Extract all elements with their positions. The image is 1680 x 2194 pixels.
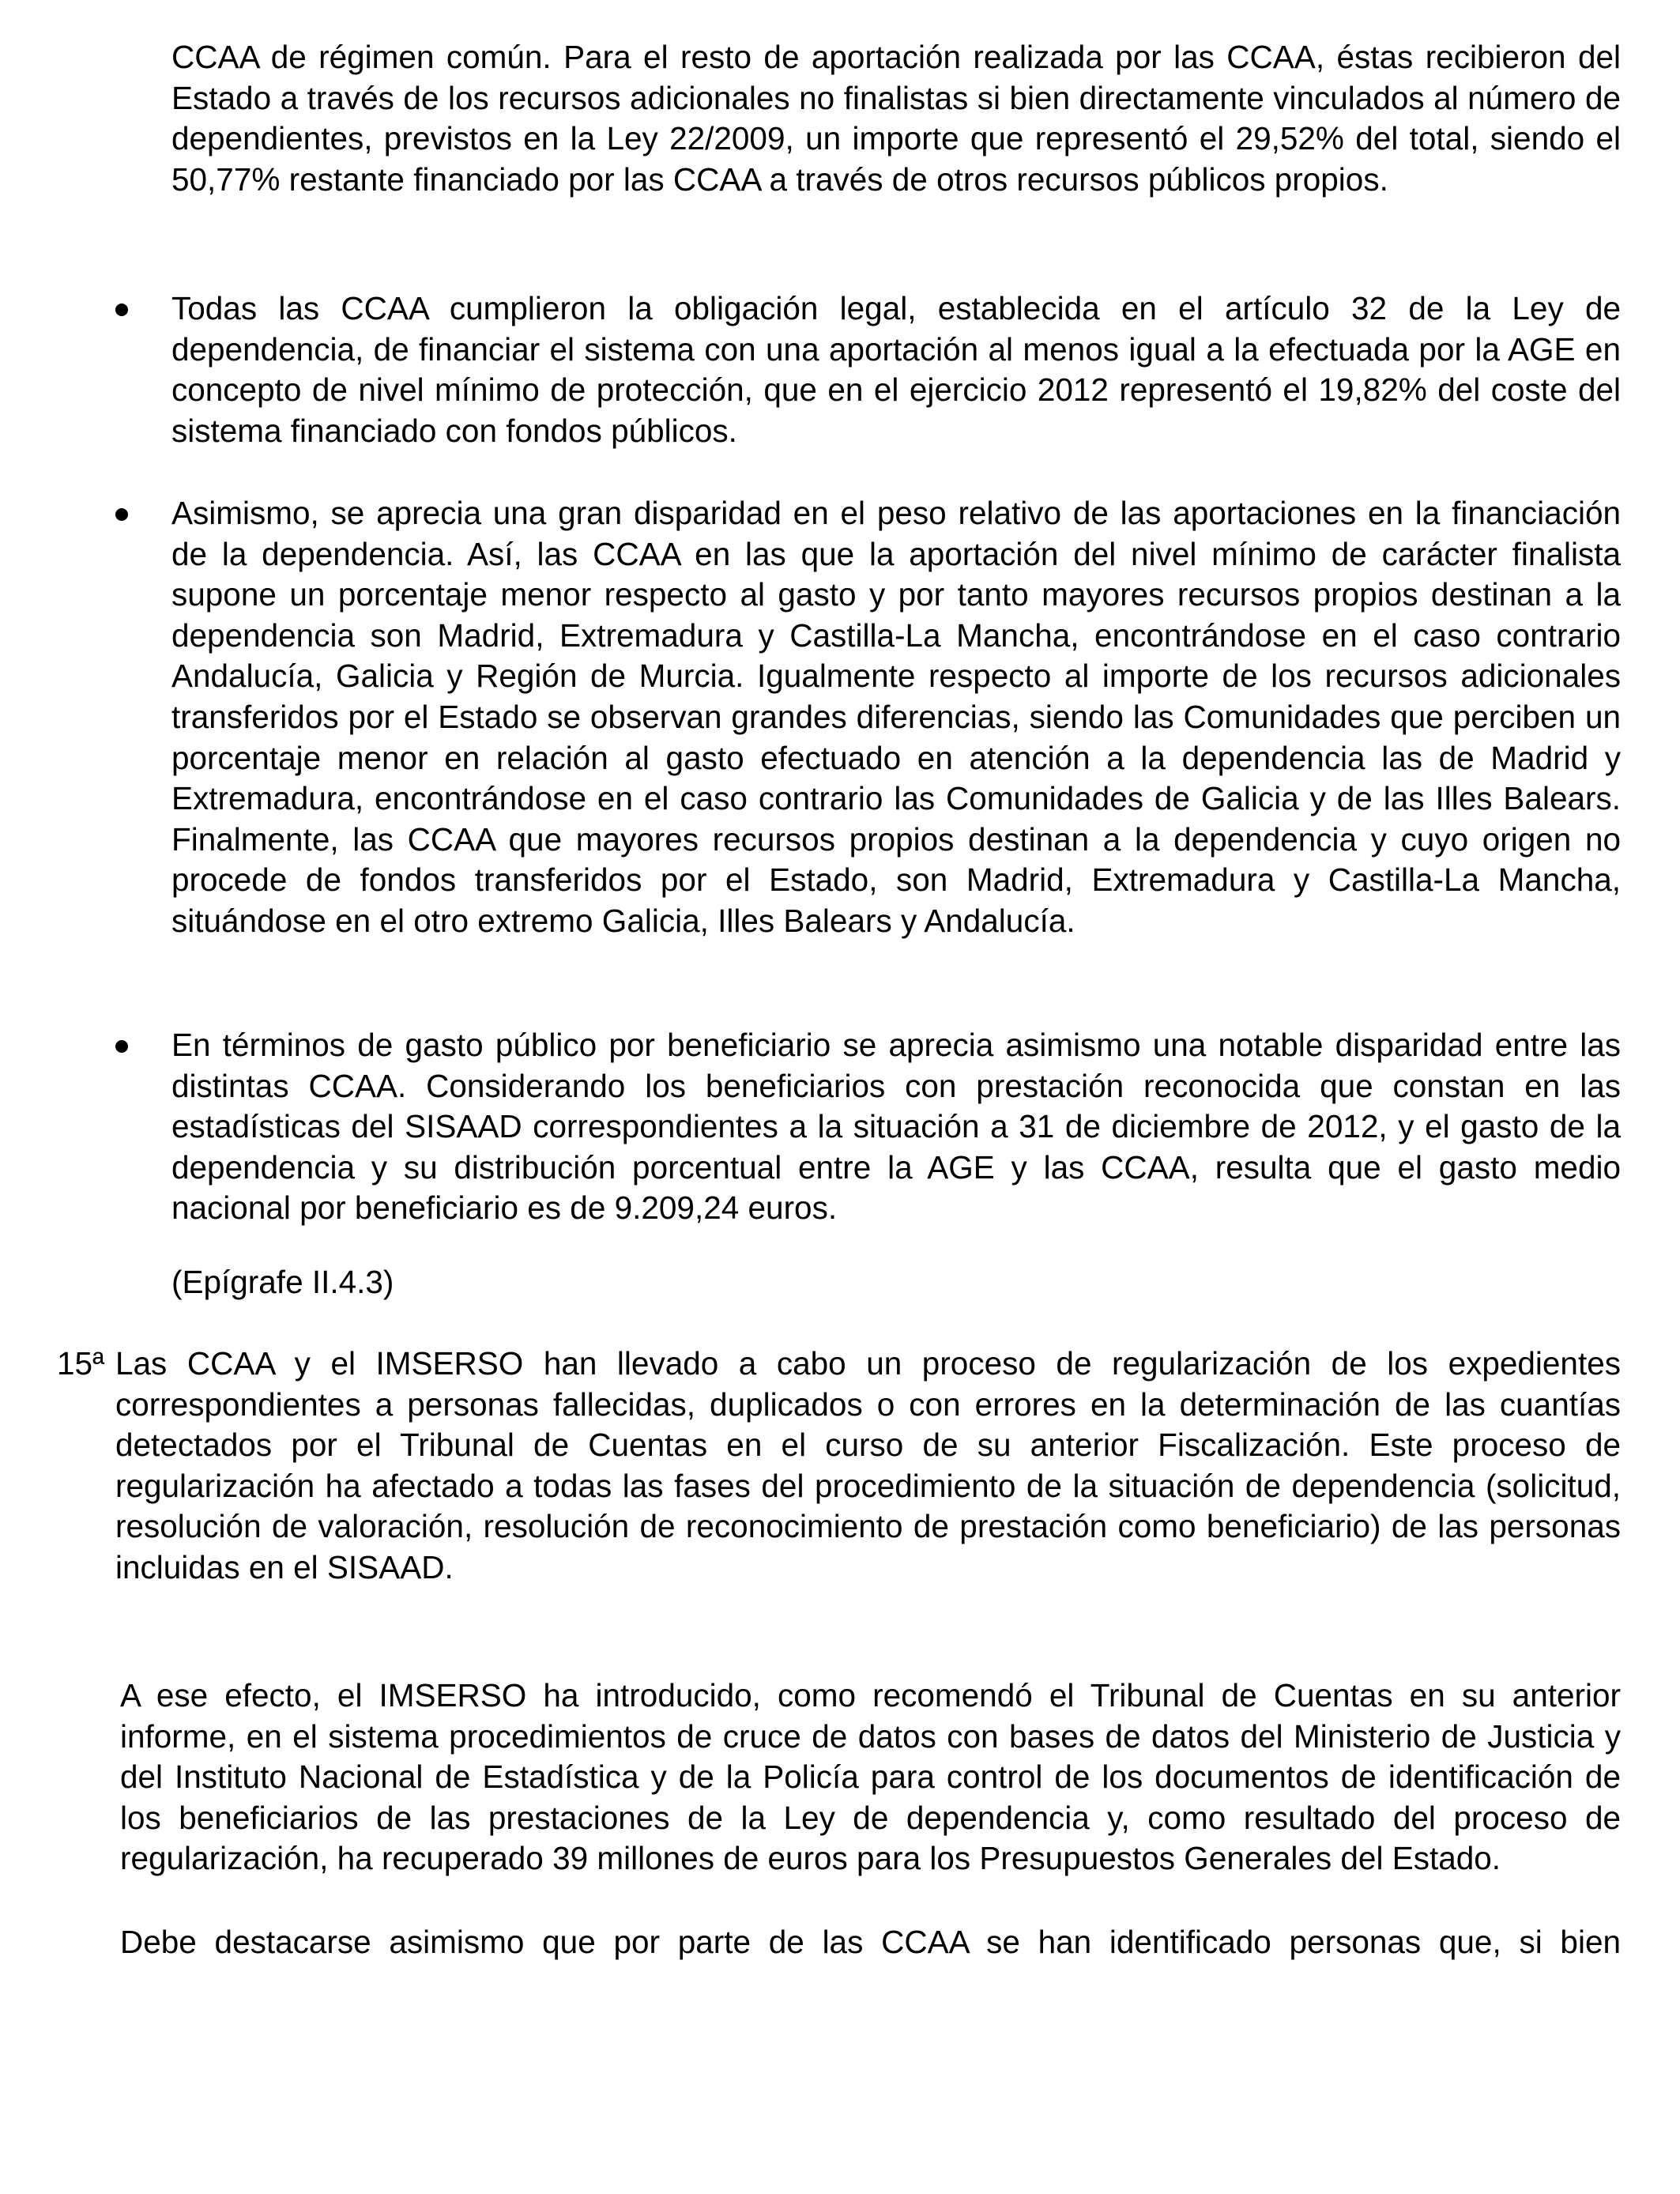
bullet-item-legal-obligation: Todas las CCAA cumplieron la obligación legal, establecida en el artículo 32 de la Ley de dependencia, de financiar el sistema con una aportación al menos igual a la efectuada por la AGE en concepto de nivel mínimo de protección, que en el ejercicio 2012 representó el 19,82% del coste del sistema financiado con fondos públicos. [171,290,1621,449]
bullet-item-disparity: Asimismo, se aprecia una gran disparidad en el peso relativo de las aportaciones en la financiación de la dependencia. Así, las CCAA en las que la aportación del nivel mínimo de carácter finalista supone un porcentaje menor respecto al gasto y por tanto mayores recursos propios destinan a la dependencia son Madrid, Extremadura y Castilla-La Mancha, encontrándose en el caso contrario Andalucía, Galicia y Región de Murcia. Igualmente respecto al importe de los recursos adicionales transferidos por el Estado se observan grandes diferencias, siendo las Comunidades que perciben un porcentaje menor en relación al gasto efectuado en atención a la dependencia las de Madrid y Extremadura, encontrándose en el caso contrario las Comunidades de Galicia y de las Illes Balears. Finalmente, las CCAA que mayores recursos propios destinan a la dependencia y cuyo origen no procede de fondos transferidos por el Estado, son Madrid, Extremadura y Castilla-La Mancha, situándose en el otro extremo Galicia, Illes Balears y Andalucía. [171,495,1621,939]
bullet-icon [115,508,128,521]
bullet-icon [115,1040,128,1053]
body-paragraph: A ese efecto, el IMSERSO ha introducido, como recomendó el Tribunal de Cuentas en su anterior informe, en el sistema procedimientos de cruce de datos con bases de datos del Ministerio de Justicia y del Instituto Nacional de Estadística y de la Policía para control de los documentos de identificación de los beneficiarios de las prestaciones de la Ley de dependencia y, como resultado del proceso de regularización, ha recuperado 39 millones de euros para los Presupuestos Generales del Estado. [120,1677,1621,1877]
conclusion-number: 15ª [57,1345,105,1382]
body-paragraph: Debe destacarse asimismo que por parte de las CCAA se han identificado personas que, si bien [120,1924,1621,1960]
bullet-item-spending-per-beneficiary: En términos de gasto público por beneficiario se aprecia asimismo una notable disparidad entre las distintas CCAA. Considerando los beneficiarios con prestación reconocida que constan en las estadísticas del SISAAD correspondientes a la situación a 31 de diciembre de 2012, y el gasto de la dependencia y su distribución porcentual entre la AGE y las CCAA, resulta que el gasto medio nacional por beneficiario es de 9.209,24 euros. [171,1027,1621,1227]
continuation-paragraph: CCAA de régimen común. Para el resto de aportación realizada por las CCAA, éstas recibieron del Estado a través de los recursos adicionales no finalistas si bien directamente vinculados al número de dependientes, previstos en la Ley 22/2009, un importe que representó el 29,52% del total, siendo el 50,77% restante financiado por las CCAA a través de otros recursos públicos propios. [171,39,1621,198]
section-reference: (Epígrafe II.4.3) [171,1264,394,1300]
conclusion-text: Las CCAA y el IMSERSO han llevado a cabo un proceso de regularización de los expedientes correspondientes a personas fallecidas, duplicados o con errores en la determinación de las cuantías detectados por el Tribunal de Cuentas en el curso de su anterior Fiscalización. Este proceso de regularización ha afectado a todas las fases del procedimiento de la situación de dependencia (solicitud, resolución de valoración, resolución de reconocimiento de prestación como beneficiario) de las personas incluidas en el SISAAD. [115,1345,1621,1585]
bullet-icon [115,303,128,316]
